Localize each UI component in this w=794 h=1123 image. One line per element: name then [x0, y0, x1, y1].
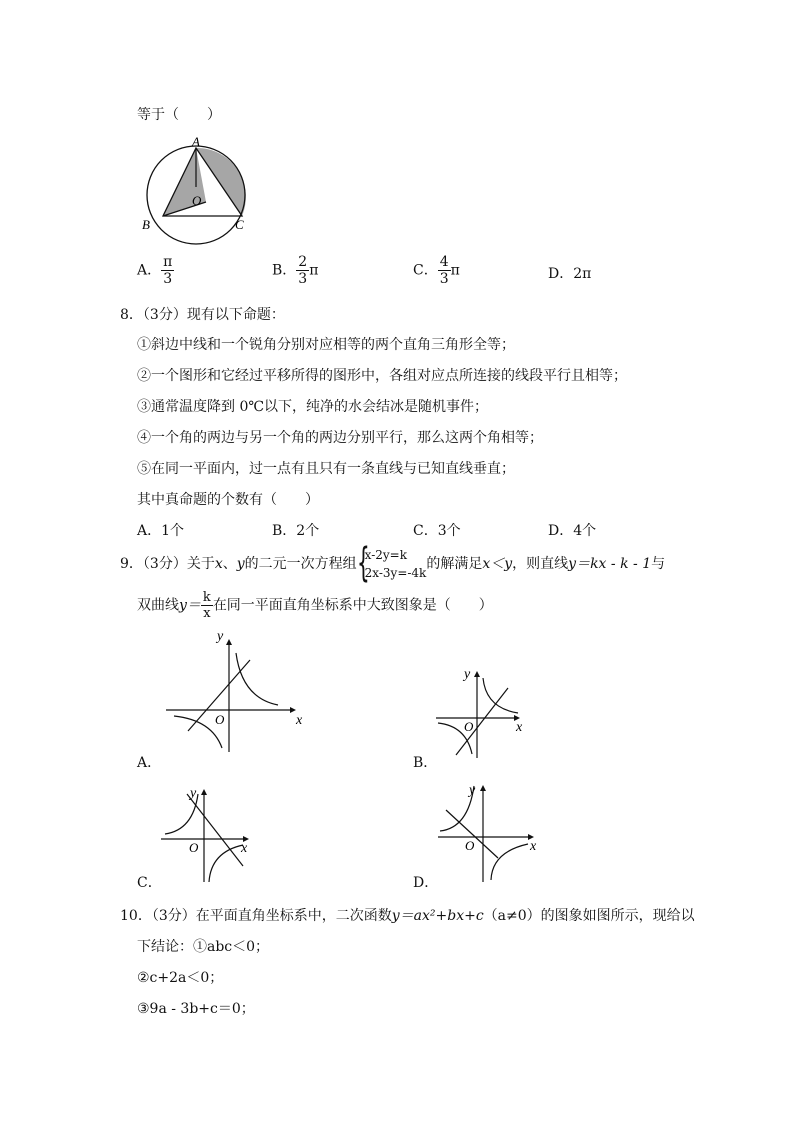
q9-option-d: D．	[413, 875, 439, 891]
q7-stem-tail: 等于（ ）	[137, 107, 221, 123]
q10-conclusion-1: ①abc＜0；	[193, 939, 270, 955]
q10-stem-b: 的图象如图所示，现给以	[540, 908, 695, 924]
q7-option-b	[272, 255, 318, 286]
q7-label-c: C	[235, 217, 244, 232]
q9-stem-line1	[120, 540, 666, 586]
q7-label-o: O	[192, 193, 202, 208]
q9-stem-c: 的解满足	[426, 556, 483, 572]
q9-stem-b: 的二元一次方程组	[244, 556, 357, 572]
q8-option-d: D．4个	[548, 523, 597, 539]
svg-text:x: x	[530, 839, 537, 854]
q8-item-4: ④一个角的两边与另一个角的两边分别平行，那么这两个角相等；	[137, 430, 543, 446]
q9-var-y: y	[236, 556, 245, 572]
q7-option-c	[413, 255, 460, 286]
svg-text:O: O	[215, 712, 225, 727]
q7-option-b-key: B．	[272, 262, 297, 279]
q9-line-equation: y＝kx - k - 1	[568, 556, 652, 572]
svg-text:O: O	[464, 719, 474, 734]
q10-stem-line1	[120, 905, 695, 925]
q7-circle-figure	[135, 132, 285, 247]
svg-text:O: O	[465, 838, 475, 853]
q7-option-a-key: A．	[137, 262, 162, 279]
q7-label-a: A	[192, 134, 200, 149]
q10-condition: （a≠0）	[483, 908, 541, 924]
svg-text:x: x	[516, 720, 523, 735]
svg-text:y: y	[464, 667, 471, 682]
q9-option-a: A．	[137, 755, 162, 771]
q9-option-c: C．	[137, 875, 162, 891]
q9-stem-a: 9．（3分）关于	[120, 556, 215, 572]
q7-option-c-fraction: $\frac{4}{3}$	[439, 254, 449, 287]
svg-text:O: O	[189, 840, 199, 855]
q7-option-a-fraction: $\frac{\pi}{3}$	[163, 254, 173, 287]
q10-conclusion-3: ③9a - 3b+c＝0；	[137, 1001, 255, 1017]
q9-sep: 、	[222, 556, 237, 572]
q9-graph-c	[157, 782, 257, 887]
q8-item-2: ②一个图形和它经过平移所得的图形中，各组对应点所连接的线段平行且相等；	[137, 368, 627, 384]
q8-item-3: ③通常温度降到 0℃以下，纯净的水会结冰是随机事件；	[137, 399, 489, 415]
q8-question: 其中真命题的个数有（ ）	[137, 492, 319, 508]
q7-option-a	[137, 255, 174, 286]
q9-stem-line2	[137, 591, 493, 620]
q7-option-d-key: D．	[548, 266, 574, 282]
q8-option-a: A．1个	[137, 523, 185, 539]
q9-graph-a	[160, 628, 310, 758]
q9-hyperbola-fraction: $\frac{k}{x}$	[202, 590, 211, 621]
q9-eq2: 2x-3y=-4k	[364, 566, 427, 580]
q9-var-x: x	[214, 556, 223, 572]
q9-line2-a: 双曲线	[137, 597, 179, 614]
q7-option-d	[548, 263, 591, 283]
q9-line2-b: 在同一平面直角坐标系中大致图象是（ ）	[212, 597, 493, 614]
q9-condition: x＜y	[482, 556, 513, 572]
q9-graph-d	[434, 780, 544, 885]
svg-text:x: x	[296, 713, 303, 728]
q7-option-c-key: C．	[413, 262, 438, 279]
q10-stem-a: 10．（3分）在平面直角坐标系中，二次函数	[120, 908, 392, 924]
q7-label-b: B	[142, 217, 150, 232]
svg-text:y: y	[217, 629, 224, 644]
q9-stem-d: ，则直线	[512, 556, 569, 572]
q7-option-b-pi: π	[309, 262, 319, 279]
q9-graph-b	[430, 660, 530, 760]
q10-conclusion-2: ②c+2a＜0；	[137, 970, 224, 986]
q8-item-1: ①斜边中线和一个锐角分别对应相等的两个直角三角形全等；	[137, 337, 515, 353]
q10-stem-line2	[137, 936, 269, 956]
q9-eq1: x-2y=k	[364, 548, 408, 562]
svg-text:y: y	[190, 786, 197, 801]
q8-stem: 8．（3分）现有以下命题：	[120, 307, 285, 323]
q8-item-5: ⑤在同一平面内，过一点有且只有一条直线与已知直线垂直；	[137, 461, 515, 477]
q9-equation-system: { x-2y=k 2x-3y=-4k	[356, 540, 427, 586]
q8-option-b: B．2个	[272, 523, 320, 539]
q7-option-b-fraction: $\frac{2}{3}$	[298, 254, 308, 287]
q10-function: y＝ax²+bx+c	[391, 908, 484, 924]
q10-line2: 下结论：	[137, 939, 193, 955]
q7-option-d-text: 2π	[573, 266, 592, 282]
svg-text:y: y	[469, 783, 476, 798]
q7-option-c-pi: π	[450, 262, 460, 279]
q9-option-b: B．	[413, 755, 438, 771]
q8-option-c: C．3个	[413, 523, 461, 539]
q9-stem-e: 与	[651, 556, 666, 572]
svg-text:x: x	[241, 841, 248, 856]
q9-hyperbola-y: y＝	[179, 597, 201, 614]
